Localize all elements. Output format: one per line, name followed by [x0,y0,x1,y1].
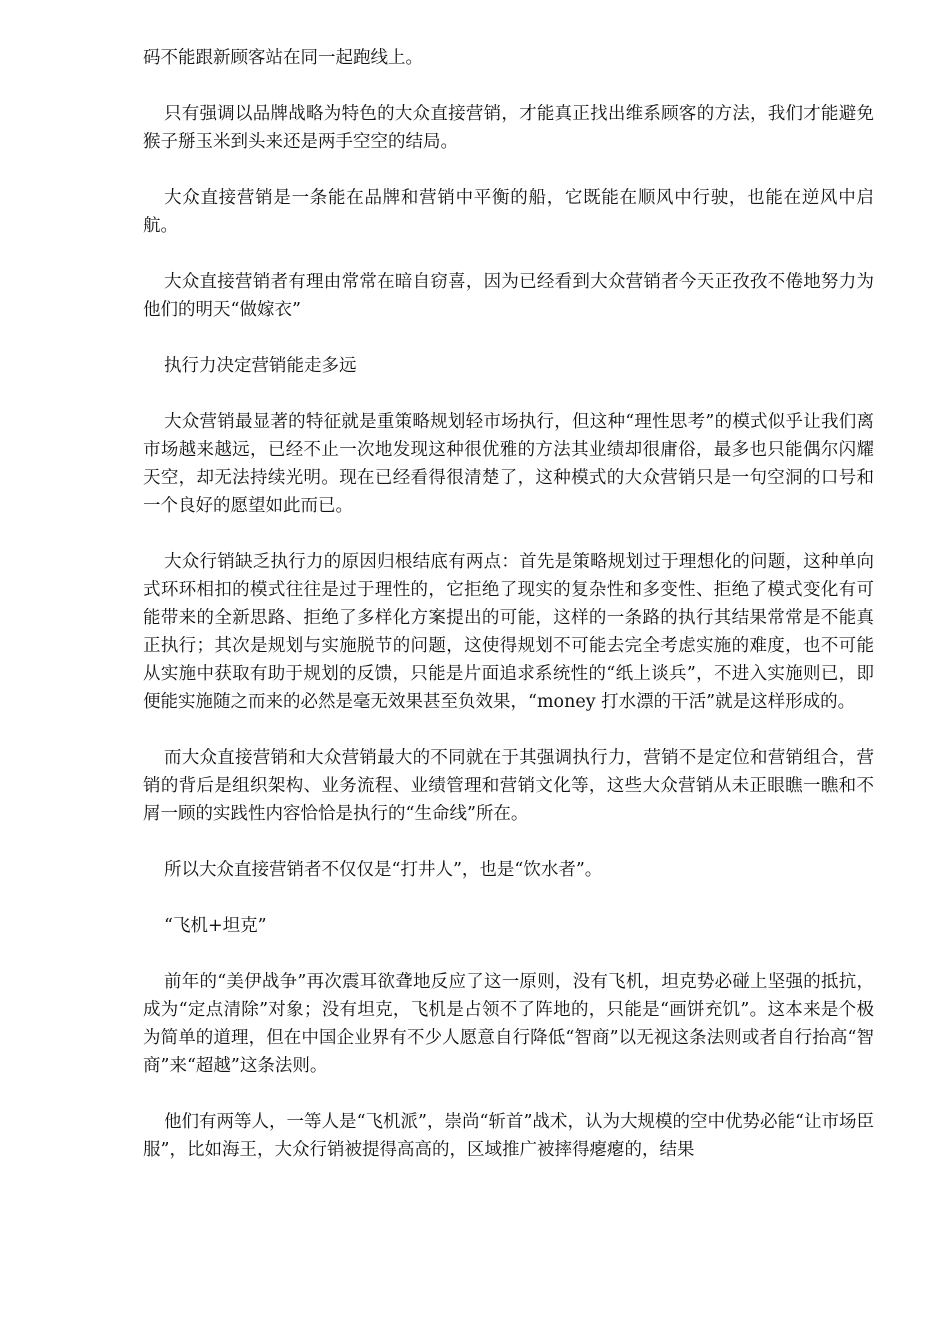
paragraph: 大众营销最显著的特征就是重策略规划轻市场执行，但这种“理性思考”的模式似乎让我们离市场越来越远，已经不止一次地发现这种很优雅的方法其业绩却很庸俗，最多也只能偶尔闪耀天空，却无法持续光明。现在已经看得很清楚了，这种模式的大众营销只是一句空洞的口号和一个良好的愿望如此而已。 [143,412,874,516]
paragraph: 码不能跟新顾客站在同一起跑线上。 [143,48,423,68]
paragraph: 大众直接营销者有理由常常在暗自窃喜，因为已经看到大众营销者今天正孜孜不倦地努力为他们的明天“做嫁衣” [143,272,874,320]
paragraph: 大众直接营销是一条能在品牌和营销中平衡的船，它既能在顺风中行驶，也能在逆风中启航。 [143,188,874,236]
paragraph: 他们有两等人，一等人是“飞机派”，崇尚“斩首”战术，认为大规模的空中优势必能“让市场臣服”，比如海王，大众行销被提得高高的，区域推广被摔得瘪瘪的，结果 [143,1112,874,1160]
paragraph: 而大众直接营销和大众营销最大的不同就在于其强调执行力，营销不是定位和营销组合，营销的背后是组织架构、业务流程、业绩管理和营销文化等，这些大众营销从未正眼瞧一瞧和不屑一顾的实践性内容恰恰是执行的“生命线”所在。 [143,748,874,824]
paragraph: 前年的“美伊战争”再次震耳欲聋地反应了这一原则，没有飞机，坦克势必碰上坚强的抵抗，成为“定点清除”对象；没有坦克，飞机是占领不了阵地的，只能是“画饼充饥”。这本来是个极为简单的道理，但在中国企业界有不少人愿意自行降低“智商”以无视这条法则或者自行抬高“智商”来“超越”这条法则。 [143,972,874,1076]
section-heading: 执行力决定营销能走多远 [164,356,357,376]
section-heading: “飞机+坦克” [164,916,267,936]
paragraph: 大众行销缺乏执行力的原因归根结底有两点：首先是策略规划过于理想化的问题，这种单向式环环相扣的模式往往是过于理性的，它拒绝了现实的复杂性和多变性、拒绝了模式变化有可能带来的全新思路、拒绝了多样化方案提出的可能，这样的一条路的执行其结果常常是不能真正执行；其次是规划与实施脱节的问题，这使得规划不可能去完全考虑实施的难度，也不可能从实施中获取有助于规划的反馈，只能是片面追求系统性的“纸上谈兵”，不进入实施则已，即便能实施随之而来的必然是毫无效果甚至负效果，“money 打水漂的干活”就是这样形成的。 [143,552,874,712]
paragraph: 只有强调以品牌战略为特色的大众直接营销，才能真正找出维系顾客的方法，我们才能避免猴子掰玉米到头来还是两手空空的结局。 [143,104,874,152]
document-page [143,44,874,1192]
paragraph: 所以大众直接营销者不仅仅是“打井人”，也是“饮水者”。 [164,860,603,880]
